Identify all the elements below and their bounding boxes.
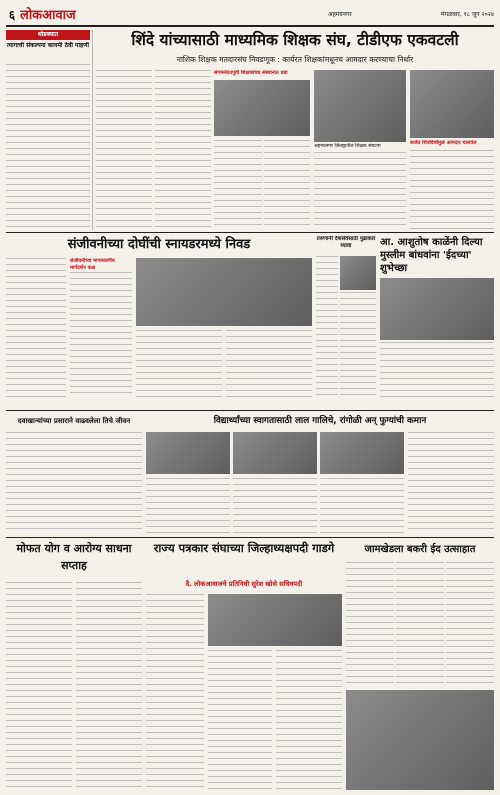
- right-photo: [410, 70, 494, 138]
- page-number: ६: [8, 8, 16, 22]
- story3-side-body-2: [340, 292, 376, 398]
- lead-side-caption: अहमदनगर जिल्ह्यातील शिक्षक संघटना: [314, 144, 381, 149]
- brief-body: [6, 64, 90, 230]
- lead-body-col5: [314, 152, 406, 230]
- story7-body-col1: [146, 594, 204, 790]
- story7-body-col2: [208, 650, 272, 790]
- brief-title: त्यागाची संकल्पना कायमी ठेवी पाहणी: [6, 42, 90, 49]
- section-rule-3: [6, 537, 494, 538]
- story8-body-col2: [396, 562, 444, 686]
- story3-side-title: तरुणांनी देशसेवेसाठी पुढाकार घ्यावा: [316, 236, 376, 249]
- story5-body-col2: [233, 478, 317, 534]
- story2-box-title: संजीवनीच्या मागासवर्गीय मार्गदर्शन कक्ष: [70, 258, 115, 271]
- masthead: लोकआवाज: [20, 8, 76, 23]
- story3-headline: आ. आशुतोष काळेंनी दिल्या मुस्लीम बांधवांना 'ईदच्या' शुभेच्छा: [380, 237, 483, 274]
- dateline: मंगळवार, १८ जून २०२४: [440, 11, 494, 18]
- lead-photo-1: [214, 80, 310, 136]
- right-box-body: [410, 150, 494, 230]
- header-rule: [6, 25, 494, 27]
- story7-body-col3: [276, 650, 342, 790]
- story5-photo-2: [233, 432, 317, 474]
- story2-body-col3: [226, 330, 312, 398]
- column-divider: [92, 30, 93, 230]
- lead-caption: संगमनेरातपूर्वी शिक्षकांच्या संस्थानात धडा: [214, 70, 288, 76]
- story7-headline: राज्य पत्रकार संघाच्या जिल्हाध्यक्षपदी गाडगे: [153, 541, 335, 555]
- story7-subhead: दै. लोकआवाजचे प्रतिनिधी सुरेश खोसे सचिवपदी: [185, 580, 303, 588]
- story8-body-col3: [446, 562, 494, 686]
- page-header: [6, 4, 494, 26]
- lead-subhead: नाशिक शिक्षक मतदारसंघ निवडणूक : कार्यरत शिक्षकांमधूनच आमदार करण्याचा निर्धार: [176, 55, 414, 64]
- lead-headline: शिंदे यांच्यासाठी माध्यमिक शिक्षक संघ, टीडीएफ एकवटली: [131, 31, 459, 49]
- story2-headline: संजीवनीच्या दोघींची स्नायडरमध्ये निवड: [67, 237, 251, 252]
- section-rule-2: [6, 410, 494, 411]
- story7-photo: [208, 594, 342, 646]
- story4-headline: दवाखान्यांच्या प्रसाराने वाढवलेला तिचे जीवन: [17, 417, 131, 425]
- story6-headline: मोफत योग व आरोग्य साधना सप्ताह: [16, 542, 132, 572]
- lead-photo-2: [314, 70, 406, 142]
- story8-photo: [346, 690, 494, 790]
- right-box-title: कर्जत शिवविधीमुळे आमदार चालवेल: [410, 140, 477, 146]
- lead-body-col3: [214, 140, 262, 230]
- story3-side-photo: [340, 256, 376, 290]
- story2-box-body: [70, 272, 132, 398]
- story6-body-col2: [76, 582, 142, 790]
- story3-body: [380, 342, 494, 398]
- story2-body-col1: [6, 258, 66, 398]
- story6-body-col1: [6, 582, 72, 790]
- city: अहमदनगर: [328, 11, 352, 18]
- lead-body-col1: [96, 70, 152, 230]
- story5-body-col4: [408, 432, 494, 534]
- section-tag: थोडक्यात: [6, 30, 90, 40]
- lead-body-col2: [155, 70, 211, 230]
- story5-photo-3: [320, 432, 404, 474]
- story5-body-col1: [146, 478, 230, 534]
- section-rule-1: [6, 232, 494, 233]
- story8-body-col1: [346, 562, 394, 686]
- story2-body-col2: [136, 330, 222, 398]
- story3-photo: [380, 278, 494, 340]
- story3-side-body: [316, 256, 338, 398]
- story5-photo-1: [146, 432, 230, 474]
- story4-body: [6, 432, 142, 534]
- lead-body-col4: [264, 140, 310, 230]
- story5-headline: विद्यार्थ्यांच्या स्वागतासाठी लाल गालिचे, रांगोळी अन् फुग्यांची कमान: [213, 416, 427, 426]
- story2-photo: [136, 258, 312, 326]
- story5-body-col3: [320, 478, 404, 534]
- story8-headline: जामखेडला बकरी ईद उत्साहात: [364, 544, 476, 555]
